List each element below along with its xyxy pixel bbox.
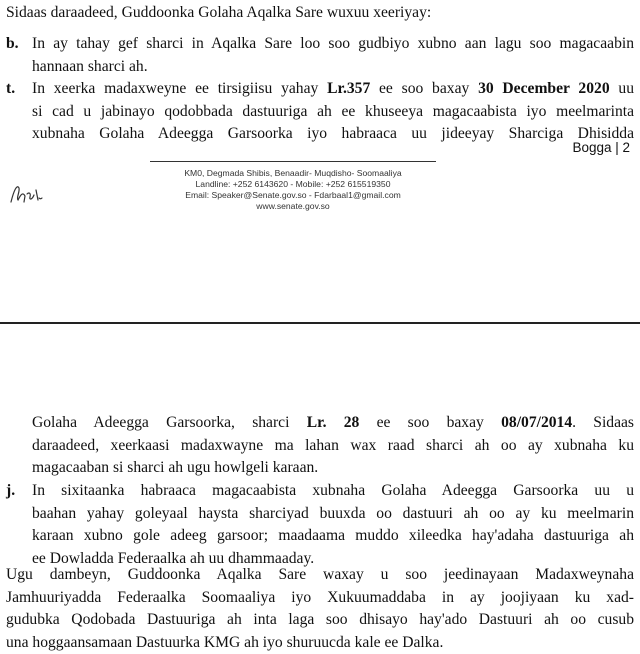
item-t-line-1 — [32, 78, 634, 101]
list-item-t — [6, 78, 634, 146]
item-marker: b. — [6, 33, 19, 56]
item-marker: j. — [6, 480, 15, 503]
text-run: ee soo baxay — [359, 414, 501, 431]
item-t-line-3: xubnaha Golaha Adeegga Garsoorka iyo habraaca uu jideeyay Sharciga Dhisidda — [32, 123, 634, 146]
footer-website: www.senate.gov.so — [150, 201, 436, 212]
text-run: . Sidaas — [572, 414, 634, 431]
text-run: uu — [610, 80, 634, 97]
item-j-line-4: ee Dowladda Federaalka ah uu dhammaaday. — [32, 548, 634, 571]
signature-mark — [8, 180, 44, 208]
item-j-line-1: In sixitaanka habraaca magacaabista xubnaha Golaha Adeegga Garsoorka uu u — [32, 480, 634, 503]
item-b-line-1: In ay tahay gef sharci in Aqalka Sare loo soo gudbiyo xubno aan lagu soo magacaabin — [32, 33, 634, 56]
intro-paragraph — [6, 2, 634, 25]
footer-divider — [150, 161, 436, 162]
page-number: Bogga | 2 — [572, 140, 630, 155]
text-run: Golaha Adeegga Garsoorka, sharci — [32, 414, 307, 431]
item-b-line-2: hannaan sharci ah. — [32, 56, 634, 79]
continued-paragraph — [32, 412, 634, 480]
item-t-line-2: si cad u jabinayo qodobbada dastuuriga ah ee khuseeya magacaabista iyo meelmarinta — [32, 101, 634, 124]
intro-line: Sidaas daraadeed, Guddoonka Golaha Aqalka Sare wuxuu xeeriyay: — [6, 2, 634, 25]
closing-line-4: una hoggaansamaan Dastuurka KMG ah iyo shuruucda kale ee Dalka. — [6, 632, 634, 654]
list-item-j — [6, 480, 634, 570]
closing-line-1: Ugu dambeyn, Guddoonka Aqalka Sare waxay u soo jeedinayaan Madaxweynaha — [6, 564, 634, 587]
item-j-line-3: karaan xubno gole adeeg garsoor; maadaama muddo xileedka hay'adaha dastuuriga ah — [32, 525, 634, 548]
page-one — [0, 0, 640, 322]
closing-line-3: gudubka Qodobada Dastuuriga ah inta laga soo dhisayo hay'ado Dastuuri ah oo cusub — [6, 609, 634, 632]
law-date: 30 December 2020 — [478, 80, 610, 97]
cont-line-1 — [32, 412, 634, 435]
law-date: 08/07/2014 — [501, 414, 572, 431]
text-run: In xeerka madaxweyne ee tirsigiisu yahay — [32, 80, 327, 97]
item-marker: t. — [6, 78, 15, 101]
closing-line-2: Jamhuuriyadda Federaalka Soomaaliya iyo Xukuumaddaba in ay joojiyaan ku xad- — [6, 587, 634, 610]
law-number: Lr.357 — [327, 80, 370, 97]
list-item-b — [6, 33, 634, 78]
footer-phones: Landline: +252 6143620 - Mobile: +252 615519350 — [150, 179, 436, 190]
law-number: Lr. 28 — [307, 414, 360, 431]
item-j-line-2: baahan yahay goleyaal haysta sharciyad buuxda oo dastuuri ah oo ay ku meelmarin — [32, 503, 634, 526]
footer-address: KM0, Degmada Shibis, Benaadir- Muqdisho- Soomaaliya — [150, 168, 436, 179]
footer-email: Email: Speaker@Senate.gov.so - Fdarbaal1@gmail.com — [150, 190, 436, 201]
text-run: ee soo baxay — [370, 80, 478, 97]
closing-paragraph — [6, 564, 634, 654]
page-two — [0, 324, 640, 652]
letterhead-footer — [150, 168, 436, 212]
cont-line-3: magacaaban si sharci ah ugu howlgeli karaan. — [32, 457, 634, 480]
cont-line-2: daraadeed, xeerkaasi madaxwayne ma lahan wax raad sharci ah oo ay xubnaha ku — [32, 435, 634, 458]
